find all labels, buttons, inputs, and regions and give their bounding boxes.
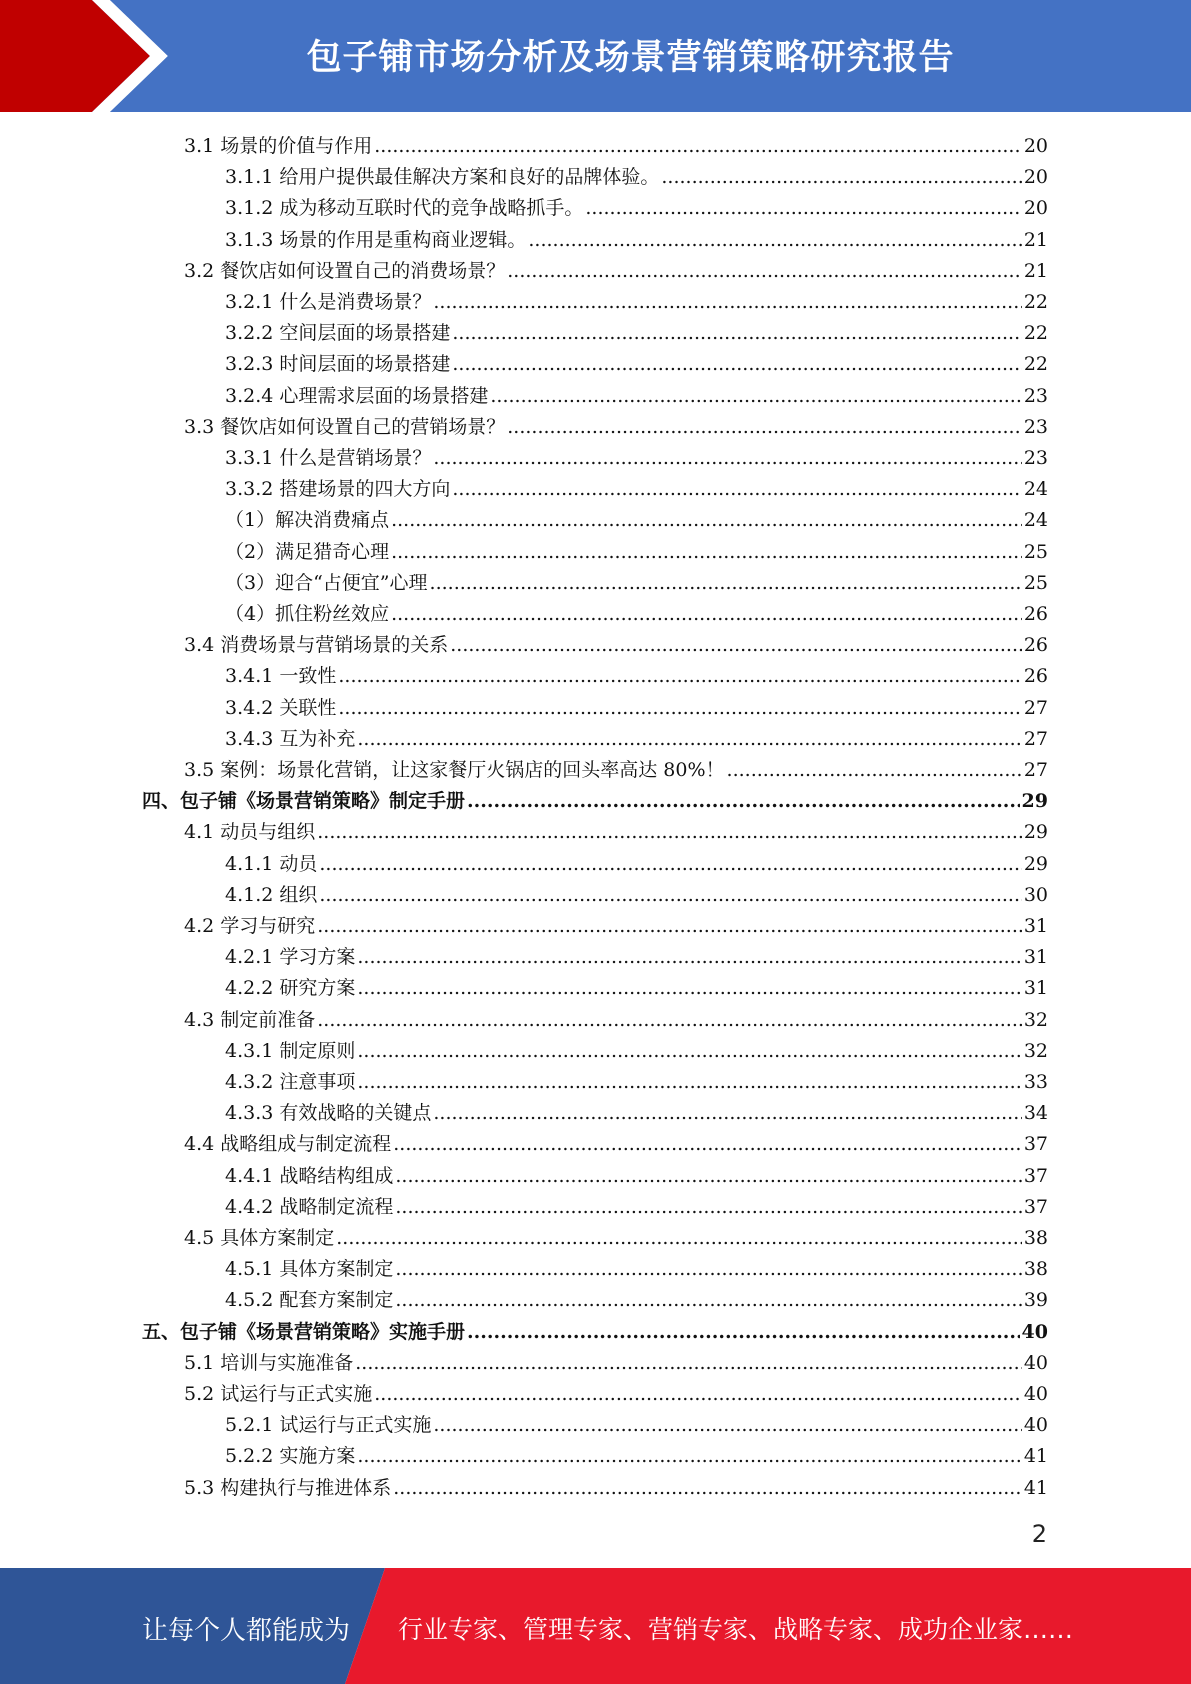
toc-dot-leader bbox=[374, 1382, 1022, 1406]
toc-entry[interactable] bbox=[184, 1469, 1048, 1500]
toc-entry[interactable] bbox=[225, 689, 1048, 720]
toc-dot-leader bbox=[319, 852, 1021, 876]
toc-entry-page: 23 bbox=[1023, 447, 1048, 469]
toc-dot-leader bbox=[317, 914, 1022, 938]
toc-entry-page: 31 bbox=[1023, 915, 1048, 937]
toc-entry-page: 23 bbox=[1023, 415, 1048, 438]
toc-entry-page: 40 bbox=[1023, 1351, 1048, 1374]
toc-entry-page: 26 bbox=[1023, 603, 1048, 625]
toc-dot-leader bbox=[357, 1070, 1021, 1094]
toc-entry-page: 26 bbox=[1023, 665, 1048, 688]
toc-entry-title: 4.1 动员与组织 bbox=[184, 821, 316, 844]
toc-entry-page: 24 bbox=[1023, 478, 1048, 501]
toc-dot-leader bbox=[490, 384, 1021, 408]
report-title: 包子铺市场分析及场景营销策略研究报告 bbox=[306, 38, 955, 78]
toc-entry[interactable] bbox=[225, 720, 1048, 751]
toc-entry[interactable] bbox=[225, 1250, 1048, 1281]
toc-dot-leader bbox=[452, 321, 1021, 345]
toc-entry-title: 3.5 案例：场景化营销，让这家餐厅火锅店的回头率高达 80%！ bbox=[184, 759, 725, 781]
toc-entry[interactable] bbox=[184, 408, 1048, 439]
toc-entry[interactable] bbox=[225, 501, 1048, 532]
toc-dot-leader bbox=[374, 134, 1022, 158]
toc-entry-title: （4）抓住粉丝效应 bbox=[225, 603, 390, 625]
toc-entry-page: 26 bbox=[1023, 634, 1048, 657]
toc-entry[interactable] bbox=[225, 657, 1048, 688]
toc-entry-title: 5.2 试运行与正式实施 bbox=[184, 1383, 373, 1405]
toc-entry-page: 38 bbox=[1023, 1258, 1048, 1281]
toc-entry-page: 38 bbox=[1023, 1227, 1048, 1249]
toc-entry-page: 34 bbox=[1023, 1102, 1048, 1125]
toc-entry[interactable] bbox=[225, 1032, 1048, 1063]
toc-entry[interactable] bbox=[225, 314, 1048, 345]
footer-roles: 行业专家、管理专家、营销专家、战略专家、成功企业家…… bbox=[398, 1615, 1074, 1644]
toc-entry-title: 五、包子铺《场景营销策略》实施手册 bbox=[142, 1320, 466, 1343]
toc-entry[interactable] bbox=[225, 1281, 1048, 1312]
toc-dot-leader bbox=[395, 1288, 1021, 1312]
toc-entry-page: 40 bbox=[1023, 1383, 1048, 1405]
toc-entry[interactable] bbox=[225, 564, 1048, 595]
toc-entry[interactable] bbox=[225, 969, 1048, 1000]
toc-dot-leader bbox=[357, 976, 1021, 1000]
toc-entry-page: 21 bbox=[1023, 228, 1048, 251]
toc-entry-title: 5.3 构建执行与推进体系 bbox=[184, 1476, 392, 1499]
toc-entry-page: 31 bbox=[1023, 977, 1048, 1000]
toc-entry[interactable] bbox=[225, 938, 1048, 969]
toc-entry[interactable] bbox=[225, 1437, 1048, 1468]
toc-entry[interactable] bbox=[225, 158, 1048, 189]
toc-entry-title: 3.4 消费场景与营销场景的关系 bbox=[184, 634, 449, 657]
toc-dot-leader bbox=[507, 415, 1022, 439]
toc-entry[interactable] bbox=[225, 470, 1048, 501]
toc-entry-page: 29 bbox=[1023, 852, 1048, 875]
toc-entry[interactable] bbox=[184, 1125, 1048, 1156]
toc-entry-page: 20 bbox=[1023, 197, 1048, 220]
toc-entry-page: 39 bbox=[1023, 1289, 1048, 1312]
toc-entry-title: 3.4.1 一致性 bbox=[225, 665, 337, 688]
toc-dot-leader bbox=[452, 477, 1021, 501]
toc-entry-title: 4.3.2 注意事项 bbox=[225, 1071, 356, 1093]
toc-dot-leader bbox=[467, 1320, 1020, 1344]
toc-entry-title: 四、包子铺《场景营销策略》制定手册 bbox=[142, 790, 466, 813]
toc-entry-title: 4.3.1 制定原则 bbox=[225, 1039, 356, 1062]
toc-entry[interactable] bbox=[184, 1375, 1048, 1406]
page-number: 2 bbox=[1031, 1520, 1047, 1548]
toc-entry[interactable] bbox=[225, 1406, 1048, 1437]
toc-dot-leader bbox=[391, 540, 1022, 564]
toc-entry[interactable] bbox=[225, 1063, 1048, 1094]
toc-dot-leader bbox=[395, 1195, 1021, 1219]
toc-entry[interactable] bbox=[142, 782, 1048, 813]
page-footer bbox=[0, 1568, 1191, 1684]
toc-entry[interactable] bbox=[184, 1344, 1048, 1375]
toc-entry-page: 31 bbox=[1023, 946, 1048, 969]
toc-entry[interactable] bbox=[225, 189, 1048, 220]
toc-entry-title: 4.4.1 战略结构组成 bbox=[225, 1164, 394, 1187]
toc-entry-title: 4.3.3 有效战略的关键点 bbox=[225, 1102, 432, 1125]
toc-entry-title: 3.3 餐饮店如何设置自己的营销场景？ bbox=[184, 415, 506, 438]
toc-entry-title: 3.2.3 时间层面的场景搭建 bbox=[225, 353, 451, 376]
toc-dot-leader bbox=[357, 727, 1021, 751]
toc-dot-leader bbox=[433, 446, 1021, 470]
toc-entry[interactable] bbox=[184, 626, 1048, 657]
toc-dot-leader bbox=[727, 758, 1022, 782]
toc-entry-title: 3.4.2 关联性 bbox=[225, 696, 337, 719]
toc-entry-title: 5.2.1 试运行与正式实施 bbox=[225, 1414, 432, 1437]
toc-entry-title: （3）迎合“占便宜”心理 bbox=[225, 571, 428, 594]
toc-entry[interactable] bbox=[142, 1313, 1048, 1344]
toc-entry[interactable] bbox=[225, 439, 1048, 470]
toc-entry[interactable] bbox=[225, 221, 1048, 252]
toc-entry-title: （2）满足猎奇心理 bbox=[225, 540, 390, 563]
toc-dot-leader bbox=[393, 1476, 1022, 1500]
toc-entry-title: 3.1 场景的价值与作用 bbox=[184, 135, 373, 157]
toc-entry-page: 29 bbox=[1023, 821, 1048, 844]
toc-dot-leader bbox=[433, 1413, 1021, 1437]
toc-dot-leader bbox=[357, 1444, 1021, 1468]
toc-entry[interactable] bbox=[184, 127, 1048, 158]
toc-dot-leader bbox=[507, 259, 1022, 283]
footer-slogan: 让每个人都能成为 bbox=[142, 1616, 351, 1646]
toc-dot-leader bbox=[661, 165, 1021, 189]
toc-entry-title: 3.2.1 什么是消费场景？ bbox=[225, 291, 432, 313]
toc-entry-title: 4.4 战略组成与制定流程 bbox=[184, 1133, 392, 1156]
toc-entry-title: 4.3 制定前准备 bbox=[184, 1008, 316, 1031]
toc-dot-leader bbox=[355, 1351, 1022, 1375]
toc-entry[interactable] bbox=[184, 252, 1048, 283]
toc-entry-title: 3.2 餐饮店如何设置自己的消费场景？ bbox=[184, 259, 506, 282]
toc-entry-title: 3.1.1 给用户提供最佳解决方案和良好的品牌体验。 bbox=[225, 166, 660, 189]
toc-dot-leader bbox=[391, 602, 1022, 626]
toc-dot-leader bbox=[452, 352, 1021, 376]
toc-entry-page: 40 bbox=[1023, 1414, 1048, 1437]
toc-entry[interactable] bbox=[225, 1188, 1048, 1219]
toc-entry-page: 29 bbox=[1021, 790, 1048, 813]
toc-entry-page: 27 bbox=[1023, 759, 1048, 781]
toc-entry-page: 22 bbox=[1023, 353, 1048, 376]
toc-entry-title: 4.5.1 具体方案制定 bbox=[225, 1258, 394, 1281]
toc-entry-page: 20 bbox=[1023, 166, 1048, 189]
toc-dot-leader bbox=[357, 1039, 1021, 1063]
toc-dot-leader bbox=[317, 1008, 1022, 1032]
toc-entry[interactable] bbox=[225, 377, 1048, 408]
toc-entry[interactable] bbox=[225, 1094, 1048, 1125]
toc-entry-page: 23 bbox=[1023, 384, 1048, 407]
toc-entry-page: 41 bbox=[1023, 1476, 1048, 1499]
toc-entry-title: （1）解决消费痛点 bbox=[225, 509, 390, 532]
toc-dot-leader bbox=[450, 633, 1022, 657]
toc-entry-title: 3.2.4 心理需求层面的场景搭建 bbox=[225, 384, 489, 407]
toc-entry[interactable] bbox=[225, 345, 1048, 376]
toc-entry-title: 3.1.2 成为移动互联时代的竞争战略抓手。 bbox=[225, 197, 584, 220]
toc-dot-leader bbox=[338, 696, 1021, 720]
toc-entry-page: 25 bbox=[1023, 571, 1048, 594]
toc-dot-leader bbox=[433, 1101, 1021, 1125]
toc-entry-page: 20 bbox=[1023, 135, 1048, 157]
toc-entry-title: 4.2.2 研究方案 bbox=[225, 977, 356, 1000]
toc-entry-page: 32 bbox=[1023, 1008, 1048, 1031]
toc-entry[interactable] bbox=[184, 907, 1048, 938]
page-header bbox=[0, 0, 1191, 112]
toc-dot-leader bbox=[317, 820, 1022, 844]
toc-entry[interactable] bbox=[184, 1219, 1048, 1250]
toc-entry-page: 37 bbox=[1023, 1195, 1048, 1218]
toc-entry-title: 4.5 具体方案制定 bbox=[184, 1227, 335, 1249]
toc-entry-page: 25 bbox=[1023, 540, 1048, 563]
toc-entry-page: 27 bbox=[1023, 727, 1048, 750]
toc-dot-leader bbox=[338, 664, 1021, 688]
toc-entry[interactable] bbox=[225, 595, 1048, 626]
toc-entry-page: 37 bbox=[1023, 1164, 1048, 1187]
toc-entry-page: 24 bbox=[1023, 509, 1048, 532]
toc-entry-title: 3.3.1 什么是营销场景？ bbox=[225, 447, 432, 469]
toc-entry-page: 33 bbox=[1023, 1071, 1048, 1093]
toc-entry-page: 32 bbox=[1023, 1039, 1048, 1062]
toc-dot-leader bbox=[528, 228, 1021, 252]
toc-entry-title: 3.2.2 空间层面的场景搭建 bbox=[225, 322, 451, 345]
toc-entry-title: 4.5.2 配套方案制定 bbox=[225, 1289, 394, 1312]
toc-entry-title: 3.3.2 搭建场景的四大方向 bbox=[225, 478, 451, 501]
toc-entry-title: 4.1.2 组织 bbox=[225, 883, 318, 906]
toc-dot-leader bbox=[336, 1226, 1022, 1250]
toc-entry[interactable] bbox=[184, 813, 1048, 844]
toc-entry-page: 22 bbox=[1023, 322, 1048, 345]
toc-entry-title: 3.1.3 场景的作用是重构商业逻辑。 bbox=[225, 228, 527, 251]
toc-entry-page: 22 bbox=[1023, 291, 1048, 313]
toc-entry-page: 27 bbox=[1023, 696, 1048, 719]
toc-entry-title: 4.4.2 战略制定流程 bbox=[225, 1195, 394, 1218]
toc-entry-title: 5.1 培训与实施准备 bbox=[184, 1351, 354, 1374]
toc-entry-page: 21 bbox=[1023, 259, 1048, 282]
toc-entry[interactable] bbox=[225, 533, 1048, 564]
toc-dot-leader bbox=[433, 290, 1021, 314]
toc-dot-leader bbox=[357, 945, 1021, 969]
toc-entry-page: 37 bbox=[1023, 1133, 1048, 1156]
toc-entry[interactable] bbox=[225, 876, 1048, 907]
toc-entry[interactable] bbox=[225, 1157, 1048, 1188]
toc-entry-title: 4.2.1 学习方案 bbox=[225, 946, 356, 969]
toc-entry[interactable] bbox=[184, 1001, 1048, 1032]
toc-dot-leader bbox=[585, 196, 1021, 220]
toc-entry-title: 4.2 学习与研究 bbox=[184, 915, 316, 937]
toc-entry-page: 30 bbox=[1023, 883, 1048, 906]
toc-dot-leader bbox=[391, 508, 1022, 532]
toc-dot-leader bbox=[395, 1164, 1021, 1188]
toc-dot-leader bbox=[319, 883, 1021, 907]
toc-dot-leader bbox=[430, 571, 1022, 595]
toc-entry-title: 4.1.1 动员 bbox=[225, 852, 318, 875]
toc-dot-leader bbox=[467, 789, 1020, 813]
toc-entry[interactable] bbox=[184, 751, 1048, 782]
toc-entry-title: 3.4.3 互为补充 bbox=[225, 727, 356, 750]
toc-entry-title: 5.2.2 实施方案 bbox=[225, 1445, 356, 1468]
toc-entry-page: 40 bbox=[1021, 1320, 1048, 1343]
toc-dot-leader bbox=[395, 1257, 1021, 1281]
toc-entry[interactable] bbox=[225, 283, 1048, 314]
toc-entry[interactable] bbox=[225, 845, 1048, 876]
toc-entry-page: 41 bbox=[1023, 1445, 1048, 1468]
toc-dot-leader bbox=[393, 1132, 1022, 1156]
